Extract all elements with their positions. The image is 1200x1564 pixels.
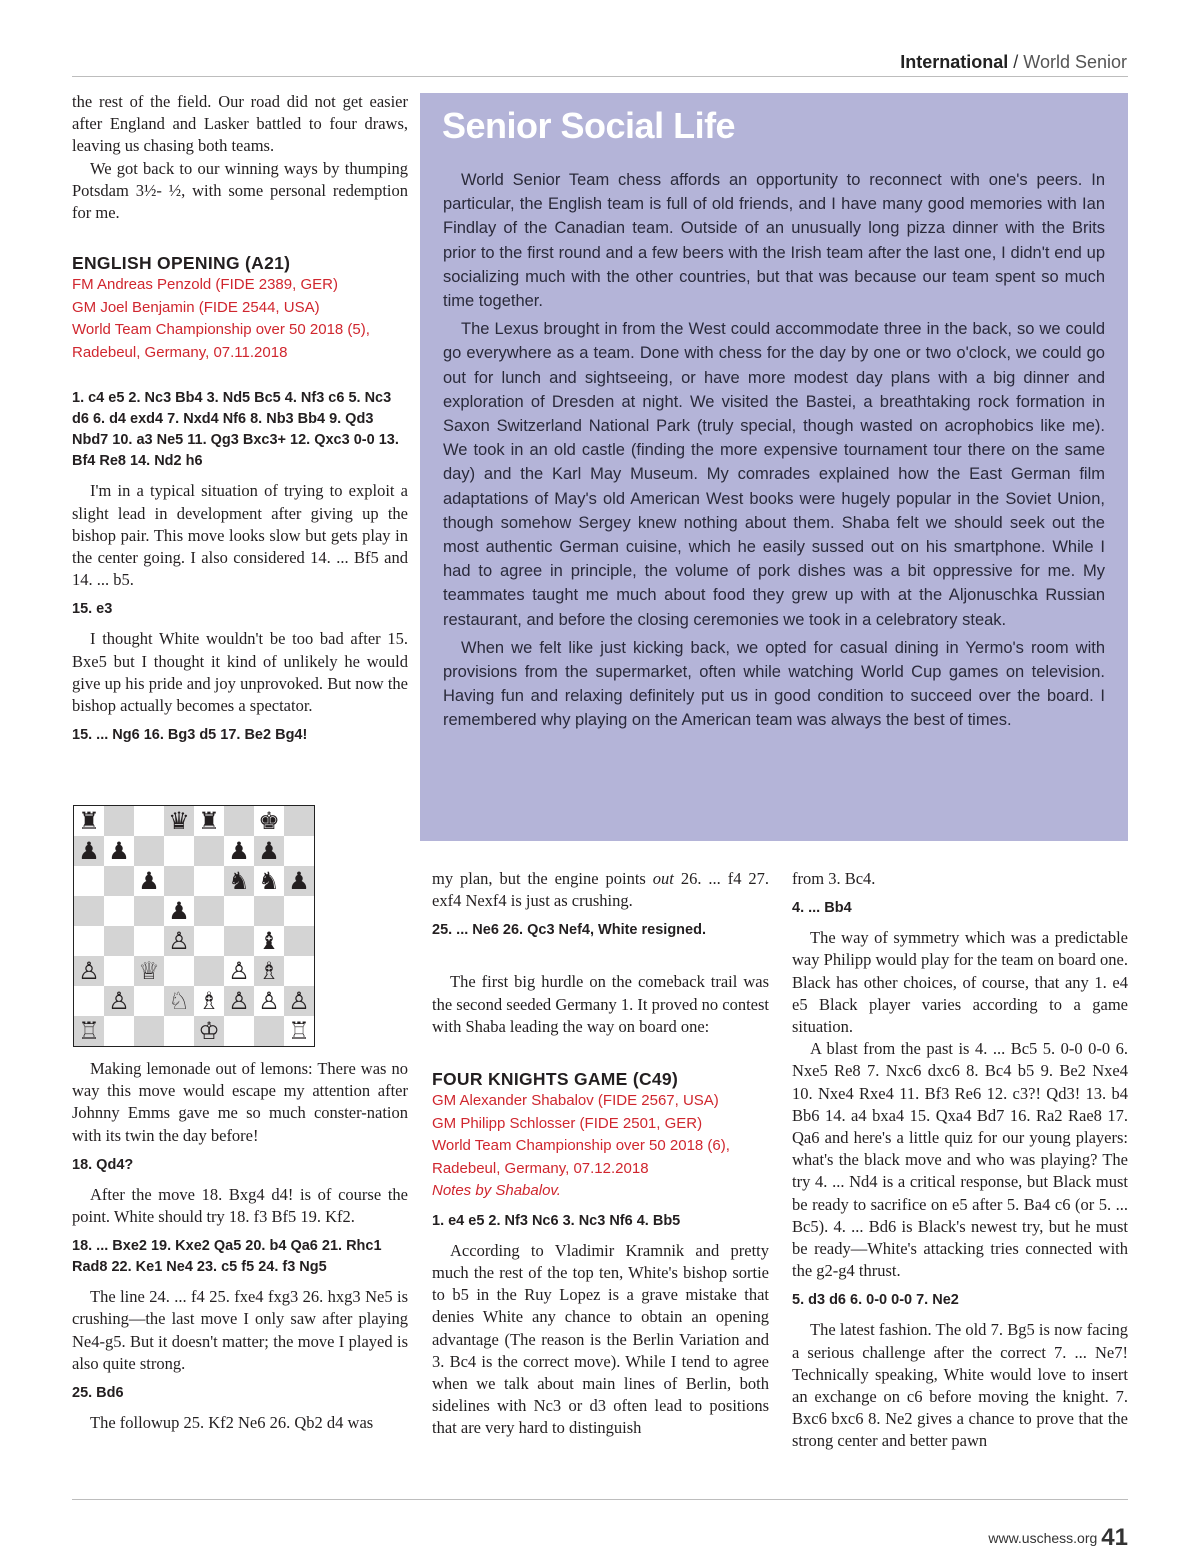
white-queen-icon: ♕ bbox=[138, 957, 160, 985]
board-square bbox=[254, 896, 284, 926]
white-pawn-icon: ♙ bbox=[108, 987, 130, 1015]
paragraph: Making lemonade out of lemons: There was no way this move would escape my attention after Johnny Emms gave me so much conster-nation with its twin the day before! bbox=[72, 1059, 408, 1145]
board-square bbox=[224, 1016, 254, 1046]
white-pawn-icon: ♙ bbox=[228, 987, 250, 1015]
board-square bbox=[104, 926, 134, 956]
white-bishop-icon: ♗ bbox=[198, 987, 220, 1015]
board-square bbox=[74, 836, 104, 866]
black-king-icon: ♚ bbox=[258, 807, 280, 835]
board-square bbox=[134, 986, 164, 1016]
board-square bbox=[254, 1016, 284, 1046]
board-square bbox=[134, 926, 164, 956]
board-square bbox=[74, 896, 104, 926]
paragraph: The way of symmetry which was a predictable way Philipp would play for the team on board one. Black has other choices, of course, that any 1. e4 e5 Black player varies according to a game situation. bbox=[792, 928, 1128, 1037]
paragraph: The followup 25. Kf2 Ne6 26. Qb2 d4 was bbox=[90, 1413, 374, 1433]
white-rook-icon: ♖ bbox=[78, 1017, 100, 1045]
chess-diagram bbox=[73, 805, 315, 1047]
paragraph: I'm in a typical situation of trying to exploit a slight lead in development after giving up the bishop pair. This move looks slow but gets play in the center going. I also considered 14. ... Bf5 and 14. ... b5. bbox=[72, 481, 408, 590]
board-square bbox=[74, 926, 104, 956]
paragraph: A blast from the past is 4. ... Bc5 5. 0-0 0-0 6. Nxe5 Re8 7. Nxc6 dxc6 8. Bc4 b5 9. Be2 Nxe4 10. Nxe4 Rxe4 11. Bf3 Re6 12. c3?! Qd3! 13. b4 Bb6 14. a4 bxa4 15. Qxa4 Bd7 16. Ra2 Rae8 17. Qa6 and here's a little quiz for our young players: what's the black move and who was playing? The try 4. ... Nd4 is a critical response, but Black must be ready to sacrifice on e5 after 5. Ba4 c6 (or 5. ... Bc5). 4. ... Bd6 is Black's newest try, but he must be ready—White's attacking tries connected with the g2-g4 thrust. bbox=[792, 1039, 1128, 1281]
board-square bbox=[194, 836, 224, 866]
board-square bbox=[224, 836, 254, 866]
event-info: World Team Championship over 50 2018 (6), Radebeul, Germany, 07.12.2018 bbox=[432, 1137, 730, 1177]
board-square bbox=[284, 1016, 314, 1046]
board-square bbox=[74, 806, 104, 836]
board-square bbox=[284, 806, 314, 836]
sidebar-paragraph: World Senior Team chess affords an opportunity to reconnect with one's peers. In particular, the English team is full of old friends, and I have many good memories with Ian Findlay of the Canadian team. Outside of an unusually long pizza dinner with the Brits prior to the first round and a few beers with the Irish team after the last one, I didn't end up socializing much with the other countries, but that was because our team spent so much time together. bbox=[443, 171, 1105, 311]
board-square bbox=[74, 1016, 104, 1046]
board-square bbox=[104, 956, 134, 986]
column-right bbox=[792, 868, 1128, 1453]
game-moves: 15. ... Ng6 16. Bg3 d5 17. Be2 Bg4! bbox=[72, 727, 308, 744]
sidebar-paragraph: The Lexus brought in from the West could accommodate three in the back, so we could go everywhere as a team. Done with chess for the day by one or two o'clock, we could go out for lunch and sightseeing, or have more modest day plans with a big dinner and exploration of Dresden at night. We visited the Bastei, a breathtaking rock formation in Saxon Switzerland National Park (truly special, though wasted on acrophobics like me). We took in an old castle (finding the more expensive tournament tour there on the same day) and the Karl May Museum. My comrades explained how the East German film adaptations of May's old American West books were hugely popular in the Soviet Union, though somehow Sergey knew nothing about them. Shaba felt we should seek out the most authentic German cuisine, which he easily sussed out on his smartphone. While I had to agree in principle, the volume of pork dishes was a bit oppressive for me. My teammates taught me much about food they grew up with at the Aljonuschka Russian restaurant, and before the closing ceremonies we took in a celebratory steak. bbox=[443, 320, 1105, 629]
board-square bbox=[74, 956, 104, 986]
game-moves: 18. ... Bxe2 19. Kxe2 Qa5 20. b4 Qa6 21. Rhc1 Rad8 22. Ke1 Ne4 23. c5 f5 24. f3 Ng5 bbox=[72, 1238, 382, 1276]
sidebar-body bbox=[443, 168, 1105, 737]
board-square bbox=[164, 926, 194, 956]
board-square bbox=[194, 926, 224, 956]
board-square bbox=[224, 926, 254, 956]
black-player: GM Joel Benjamin (FIDE 2544, USA) bbox=[72, 298, 320, 316]
white-knight-icon: ♘ bbox=[168, 987, 190, 1015]
game-moves: 1. e4 e5 2. Nf3 Nc6 3. Nc3 Nf6 4. Bb5 bbox=[432, 1212, 681, 1229]
board-square bbox=[194, 896, 224, 926]
black-player: GM Philipp Schlosser (FIDE 2501, GER) bbox=[432, 1114, 703, 1132]
board-square bbox=[254, 956, 284, 986]
white-pawn-icon: ♙ bbox=[168, 927, 190, 955]
text-run: 26. ... f4 27. exf4 Nexf4 is just as crushing. bbox=[432, 869, 769, 911]
board-square bbox=[104, 836, 134, 866]
board-square bbox=[194, 866, 224, 896]
game-title: ENGLISH OPENING (A21) bbox=[72, 253, 291, 274]
footer-rule bbox=[72, 1499, 1128, 1500]
game-moves: 1. c4 e5 2. Nc3 Bb4 3. Nd5 Bc5 4. Nf3 c6 5. Nc3 d6 6. d4 exd4 7. Nxd4 Nf6 8. Nb3 Bb4 9. Qd3 Nbd7 10. a3 Ne5 11. Qg3 Bxc3+ 12. Qxc3 0-0 13. Bf4 Re8 14. Nd2 h6 bbox=[72, 390, 399, 470]
board-square bbox=[74, 986, 104, 1016]
game-moves: 25. Bd6 bbox=[72, 1385, 124, 1402]
board-square bbox=[284, 926, 314, 956]
board-square bbox=[134, 1016, 164, 1046]
column-left-bottom bbox=[72, 1058, 408, 1434]
page-footer bbox=[988, 1524, 1128, 1552]
board-square bbox=[134, 956, 164, 986]
white-king-icon: ♔ bbox=[198, 1017, 220, 1045]
board-square bbox=[134, 866, 164, 896]
paragraph: The first big hurdle on the comeback trail was the second seeded Germany 1. It proved no contest with Shaba leading the way on board one: bbox=[432, 972, 769, 1036]
board-square bbox=[224, 866, 254, 896]
board-square bbox=[194, 1016, 224, 1046]
paragraph: The line 24. ... f4 25. fxe4 fxg3 26. hxg3 Ne5 is crushing—the last move I only saw after playing Ne4-g5. But it doesn't matter; the move I played is also quite strong. bbox=[72, 1287, 408, 1373]
column-middle bbox=[432, 868, 769, 1440]
board-square bbox=[224, 986, 254, 1016]
black-bishop-icon: ♝ bbox=[258, 927, 280, 955]
white-player: FM Andreas Penzold (FIDE 2389, GER) bbox=[72, 276, 338, 294]
board-square bbox=[254, 836, 284, 866]
header-separator: / bbox=[1008, 52, 1024, 72]
board-square bbox=[254, 986, 284, 1016]
event-info: World Team Championship over 50 2018 (5), Radebeul, Germany, 07.11.2018 bbox=[72, 321, 370, 361]
sidebar-paragraph: When we felt like just kicking back, we opted for casual dining in Yermo's room with provisions from the supermarket, often while watching World Cup games on television. Having fun and relaxing definitely put us in good condition to succeed over the board. I remembered why playing on the American team was always the best of times. bbox=[443, 638, 1105, 730]
column-left-top bbox=[72, 91, 408, 754]
black-pawn-icon: ♟ bbox=[138, 867, 160, 895]
board-square bbox=[254, 806, 284, 836]
board-square bbox=[104, 896, 134, 926]
game-moves: 5. d3 d6 6. 0-0 0-0 7. Ne2 bbox=[792, 1292, 959, 1309]
game-title: FOUR KNIGHTS GAME (C49) bbox=[432, 1069, 679, 1090]
black-knight-icon: ♞ bbox=[228, 867, 250, 895]
board-square bbox=[284, 896, 314, 926]
board-square bbox=[194, 806, 224, 836]
board-square bbox=[134, 836, 164, 866]
board-square bbox=[164, 896, 194, 926]
board-square bbox=[194, 986, 224, 1016]
white-player: GM Alexander Shabalov (FIDE 2567, USA) bbox=[432, 1092, 719, 1110]
black-pawn-icon: ♟ bbox=[258, 837, 280, 865]
paragraph: the rest of the field. Our road did not get easier after England and Lasker battled to four draws, leaving us chasing both teams. bbox=[72, 92, 408, 156]
paragraph bbox=[432, 868, 769, 912]
board-square bbox=[224, 896, 254, 926]
paragraph: from 3. Bc4. bbox=[792, 869, 876, 888]
board-square bbox=[284, 866, 314, 896]
annotator-note: Notes by Shabalov. bbox=[432, 1182, 561, 1200]
black-rook-icon: ♜ bbox=[198, 807, 220, 835]
board-square bbox=[104, 806, 134, 836]
game-moves: 18. Qd4? bbox=[72, 1156, 134, 1173]
black-pawn-icon: ♟ bbox=[108, 837, 130, 865]
board-square bbox=[164, 986, 194, 1016]
board-square bbox=[164, 836, 194, 866]
white-pawn-icon: ♙ bbox=[288, 987, 310, 1015]
page-number: 41 bbox=[1101, 1524, 1128, 1551]
board-square bbox=[104, 1016, 134, 1046]
black-pawn-icon: ♟ bbox=[228, 837, 250, 865]
board-square bbox=[164, 1016, 194, 1046]
sidebar-title: Senior Social Life bbox=[442, 105, 736, 146]
paragraph: We got back to our winning ways by thumping Potsdam 3½- ½, with some personal redemption for me. bbox=[72, 158, 408, 223]
black-pawn-icon: ♟ bbox=[168, 897, 190, 925]
board-square bbox=[254, 926, 284, 956]
board-square bbox=[104, 866, 134, 896]
paragraph: The latest fashion. The old 7. Bg5 is now facing a serious challenge after the correct 7. ... Ne7! Technically speaking, White would love to insert an exchange on c6 before moving the knight. 7. Bxc6 bxc6 8. Ne2 gives a chance to prove that the strong center and better pawn bbox=[792, 1320, 1128, 1451]
board-square bbox=[134, 896, 164, 926]
paragraph: After the move 18. Bxg4 d4! is of course the point. White should try 18. f3 Bf5 19. Kf2. bbox=[72, 1184, 408, 1227]
footer-url: www.uschess.org bbox=[988, 1530, 1098, 1546]
board-square bbox=[134, 806, 164, 836]
board-square bbox=[194, 956, 224, 986]
header-subsection: World Senior bbox=[1023, 52, 1127, 72]
header-section: International bbox=[900, 52, 1009, 72]
board-square bbox=[164, 956, 194, 986]
board-square bbox=[284, 956, 314, 986]
white-pawn-icon: ♙ bbox=[258, 987, 280, 1015]
black-pawn-icon: ♟ bbox=[288, 867, 310, 895]
white-bishop-icon: ♗ bbox=[258, 957, 280, 985]
black-queen-icon: ♛ bbox=[168, 807, 190, 835]
paragraph: I thought White wouldn't be too bad after 15. Bxe5 but I thought it kind of unlikely he would give up his pride and joy unprovoked. But now the bishop actually becomes a spectator. bbox=[72, 629, 408, 716]
board-square bbox=[284, 836, 314, 866]
board-square bbox=[164, 866, 194, 896]
board-square bbox=[74, 866, 104, 896]
game-moves: 25. ... Ne6 26. Qc3 Nef4, White resigned. bbox=[432, 922, 706, 939]
game-moves: 15. e3 bbox=[72, 601, 113, 618]
text-run-italic: out bbox=[652, 869, 674, 888]
board-square bbox=[104, 986, 134, 1016]
black-rook-icon: ♜ bbox=[78, 807, 100, 835]
black-knight-icon: ♞ bbox=[258, 867, 280, 895]
board-square bbox=[224, 956, 254, 986]
text-run: my plan, but the engine points bbox=[432, 869, 653, 888]
board-square bbox=[224, 806, 254, 836]
board-square bbox=[164, 806, 194, 836]
paragraph: According to Vladimir Kramnik and pretty much the rest of the top ten, White's bishop sortie to b5 in the Ruy Lopez is a grave mistake that denies White any chance to obtain an opening advantage (The reason is the Berlin Variation and 3. Bc4 is the correct move). While I tend to agree when we talk about main lines of Berlin, both sidelines with Nc3 or d3 often lead to positions that are very hard to distinguish bbox=[432, 1240, 769, 1438]
game-moves: 4. ... Bb4 bbox=[792, 900, 852, 917]
running-header bbox=[900, 52, 1127, 73]
white-rook-icon: ♖ bbox=[288, 1017, 310, 1045]
header-rule bbox=[72, 76, 1128, 77]
board-square bbox=[284, 986, 314, 1016]
board-square bbox=[254, 866, 284, 896]
white-pawn-icon: ♙ bbox=[78, 957, 100, 985]
black-pawn-icon: ♟ bbox=[78, 837, 100, 865]
white-pawn-icon: ♙ bbox=[228, 957, 250, 985]
sidebar-box bbox=[420, 93, 1128, 841]
